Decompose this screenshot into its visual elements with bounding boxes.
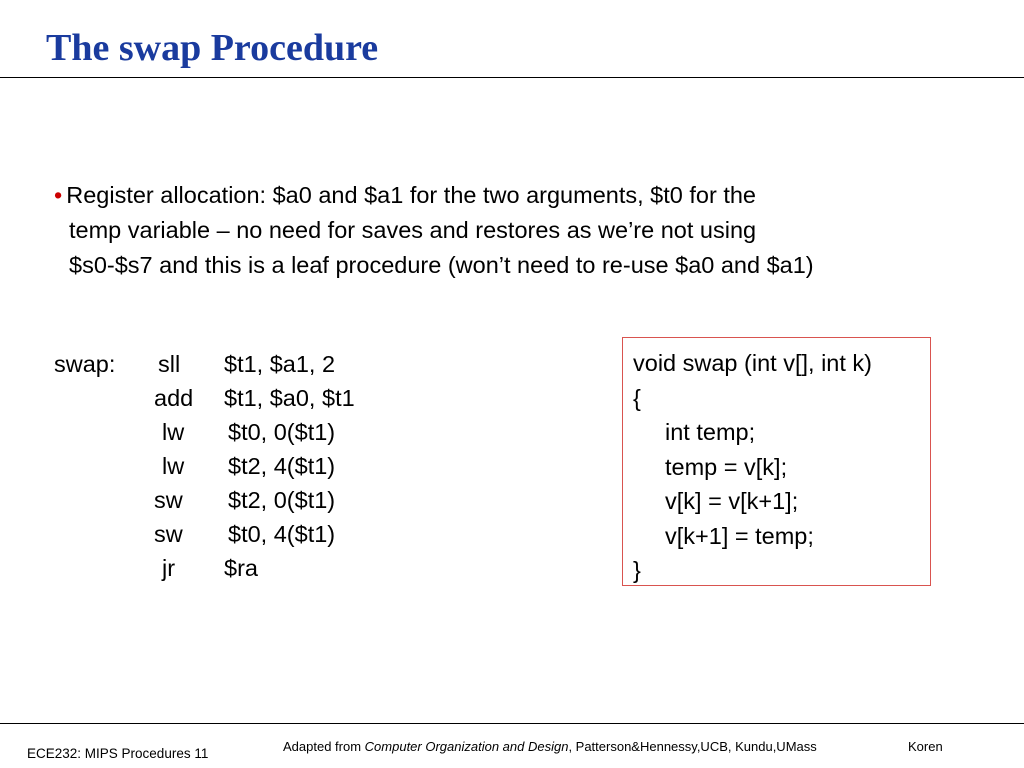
asm-operands: $t0, 4($t1) <box>228 521 336 547</box>
c-code-line: v[k] = v[k+1]; <box>665 488 799 514</box>
footer-credit <box>283 739 817 755</box>
bullet-marker: • <box>54 182 63 208</box>
credit-suffix: , Patterson&Hennessy,UCB, Kundu,UMass <box>568 739 817 754</box>
asm-operands: $t1, $a0, $t1 <box>224 385 355 411</box>
c-code-line: } <box>633 557 641 583</box>
footer-author: Koren <box>908 739 943 754</box>
title-divider <box>0 77 1024 78</box>
slide-title: The swap Procedure <box>46 27 379 69</box>
c-code-line: int temp; <box>665 419 756 445</box>
asm-opcode: sw <box>154 487 183 513</box>
c-code-line: temp = v[k]; <box>665 453 788 480</box>
asm-operands: $t1, $a1, 2 <box>224 351 336 377</box>
asm-label: swap: <box>54 351 116 377</box>
asm-row <box>54 483 434 517</box>
bullet-text-1: Register allocation: $a0 and $a1 for the two arguments, $t0 for the <box>66 182 756 208</box>
asm-row <box>54 517 434 551</box>
footer-course: ECE232: MIPS Procedures 11 <box>27 746 209 761</box>
asm-opcode: lw <box>162 453 185 479</box>
bullet-point <box>54 178 994 283</box>
bullet-line-2: temp variable – no need for saves and restores as we’re not using <box>69 217 757 243</box>
asm-operands: $t0, 0($t1) <box>228 419 336 445</box>
asm-operands: $ra <box>224 555 258 581</box>
asm-operands: $t2, 0($t1) <box>228 487 336 513</box>
credit-book-title: Computer Organization and Design <box>364 739 569 754</box>
asm-opcode: sw <box>154 521 183 547</box>
asm-opcode: add <box>154 385 194 411</box>
footer-divider <box>0 723 1024 724</box>
bullet-line-1 <box>54 178 994 213</box>
asm-opcode: lw <box>162 419 185 445</box>
c-code-line: void swap (int v[], int k) <box>633 350 872 376</box>
c-code-line: { <box>633 384 641 411</box>
asm-operands: $t2, 4($t1) <box>228 453 336 479</box>
c-code-line: v[k+1] = temp; <box>665 522 814 549</box>
asm-row <box>54 415 434 449</box>
asm-opcode: sll <box>158 351 181 377</box>
asm-row <box>54 551 434 585</box>
bullet-line-3: $s0-$s7 and this is a leaf procedure (won’t need to re-use $a0 and $a1) <box>69 252 814 278</box>
asm-row <box>54 449 434 483</box>
asm-row <box>54 347 434 381</box>
c-code-box <box>622 337 931 586</box>
asm-opcode: jr <box>162 555 176 581</box>
assembly-listing <box>54 347 434 585</box>
credit-prefix: Adapted from <box>283 739 365 754</box>
asm-row <box>54 381 434 415</box>
